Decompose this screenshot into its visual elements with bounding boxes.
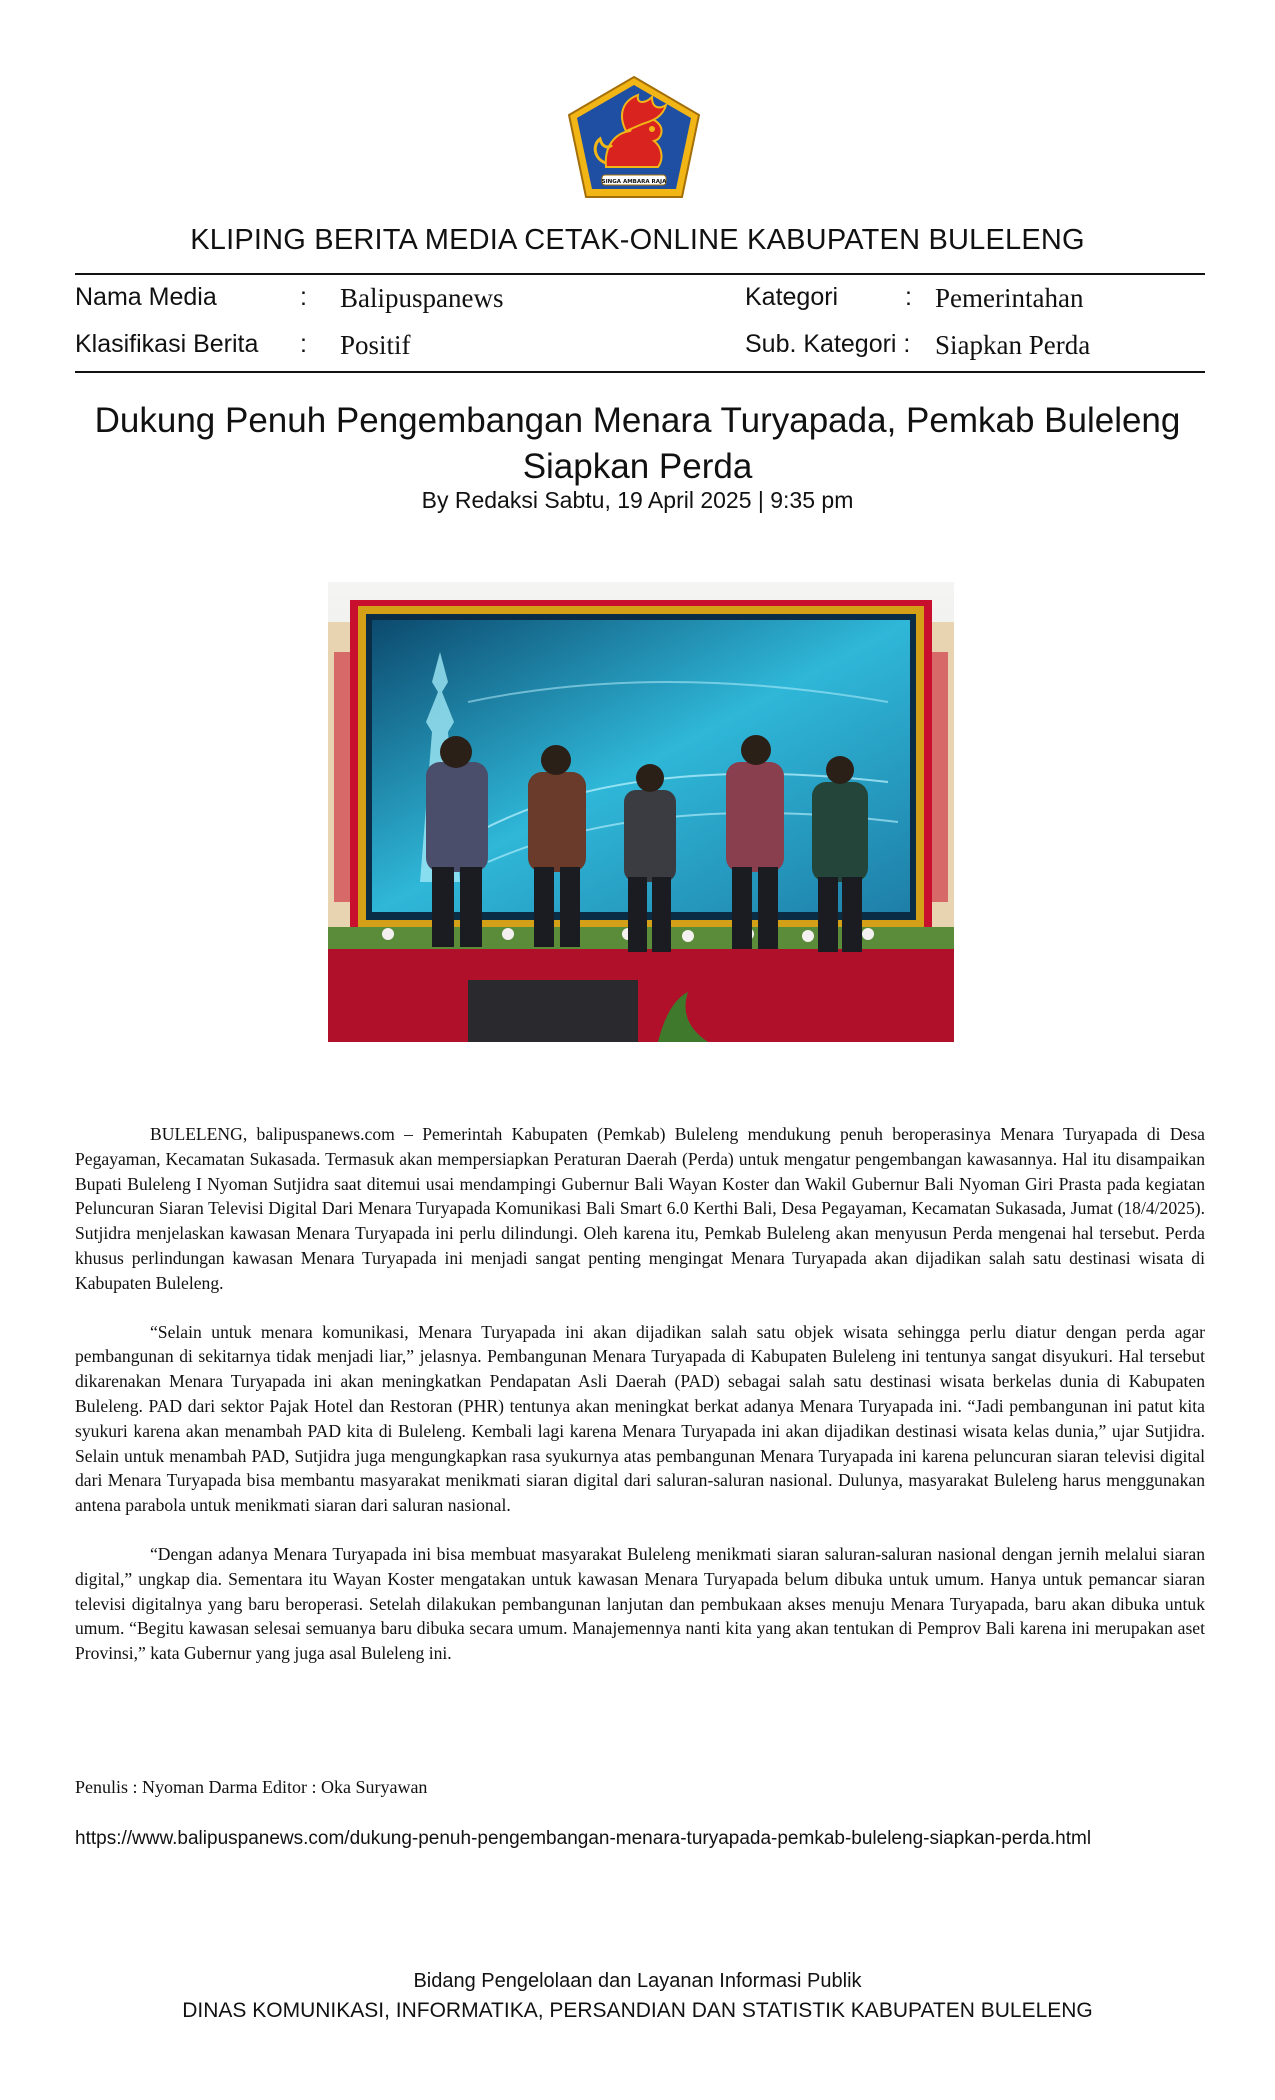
media-label: Nama Media [75, 283, 217, 311]
source-url[interactable]: https://www.balipuspanews.com/dukung-penuh-pengembangan-menara-turyapada-pemkab-buleleng-siapkan-perda.html [75, 1828, 1092, 1849]
kategori-label: Kategori [745, 283, 839, 311]
footer-department: Bidang Pengelolaan dan Layanan Informasi Publik [413, 1970, 862, 1992]
kategori-colon: : [905, 283, 912, 311]
logo-motto: SINGA AMBARA RAJA [601, 179, 667, 185]
kategori-value: Pemerintahan [935, 283, 1084, 313]
article-paragraph: “Dengan adanya Menara Turyapada ini bisa membuat masyarakat Buleleng menikmati siaran saluran-saluran nasional dengan jernih melalui siaran digital,” ungkap dia. Sementara itu Wayan Koster mengatakan untuk kawasan Menara Turyapada belum dibuka untuk umum. Hanya untuk pemancar siaran televisi digitalnya yang baru beroperasi. Setelah dilakukan pembangunan lanjutan dan pembukaan akses menuju Menara Turyapada, baru akan dibuka untuk umum. “Begitu kawasan selesai semuanya baru dibuka secara umum. Manajemennya nanti kita yang akan tentukan di Pemprov Bali karena ini merupakan aset Provinsi,” kata Gubernur yang juga asal Buleleng ini. [75, 1543, 1205, 1664]
media-value: Balipuspanews [340, 283, 504, 313]
klasifikasi-colon: : [300, 330, 307, 358]
buleleng-crest-logo [566, 75, 702, 201]
header-rule-top [75, 273, 1205, 275]
klasifikasi-value: Positif [340, 330, 411, 360]
article-body [75, 1122, 1205, 1690]
clipping-header-title: KLIPING BERITA MEDIA CETAK-ONLINE KABUPATEN BULELENG [190, 224, 1085, 256]
header-rule-bottom [75, 371, 1205, 373]
article-paragraph: “Selain untuk menara komunikasi, Menara Turyapada ini akan dijadikan salah satu objek wisata sehingga perlu diatur dengan perda agar pembangunan di sekitarnya tidak menjadi liar,” jelasnya. Pembangunan Menara Turyapada di Kabupaten Buleleng ini tentunya sangat disyukuri. Hal tersebut dikarenakan Menara Turyapada ini akan meningkatkan Pendapatan Asli Daerah (PAD) sebagai salah satu destinasi wisata berkelas dunia di Kabupaten Buleleng. PAD dari sektor Pajak Hotel dan Restoran (PHR) tentunya akan meningkat berkat adanya Menara Turyapada ini. “Jadi pembangunan ini patut kita syukuri karena akan menambah PAD kita di Buleleng. Kembali lagi karena Menara Turyapada ini akan dijadikan destinasi wisata kelas dunia,” ujar Sutjidra. Selain untuk menambah PAD, Sutjidra juga mengungkapkan rasa syukurnya atas pembangunan Menara Turyapada ini karena peluncuran siaran televisi digital dari Menara Turyapada bisa membantu masyarakat menikmati siaran digital dari saluran-saluran nasional. Dulunya, masyarakat Buleleng harus menggunakan antena parabola untuk menikmati siaran dari saluran nasional. [75, 1321, 1205, 1516]
writer-editor-credit: Penulis : Nyoman Darma Editor : Oka Suryawan [75, 1777, 428, 1797]
article-title: Dukung Penuh Pengembangan Menara Turyapada, Pemkab Buleleng Siapkan Perda [94, 401, 1181, 486]
media-colon: : [300, 283, 307, 311]
news-photo [328, 582, 954, 1042]
article-byline: By Redaksi Sabtu, 19 April 2025 | 9:35 pm [421, 487, 854, 513]
subkategori-value: Siapkan Perda [935, 330, 1091, 360]
klasifikasi-label: Klasifikasi Berita [75, 330, 259, 358]
subkategori-label: Sub. Kategori : [745, 330, 911, 358]
article-paragraph: BULELENG, balipuspanews.com – Pemerintah Kabupaten (Pemkab) Buleleng mendukung penuh beroperasinya Menara Turyapada di Desa Pegayaman, Kecamatan Sukasada. Termasuk akan mempersiapkan Peraturan Daerah (Perda) untuk mengatur pengembangan kawasannya. Hal itu disampaikan Bupati Buleleng I Nyoman Sutjidra saat ditemui usai mendampingi Gubernur Bali Wayan Koster dan Wakil Gubernur Bali Nyoman Giri Prasta pada kegiatan Peluncuran Siaran Televisi Digital Dari Menara Turyapada Komunikasi Bali Smart 6.0 Kerthi Bali, Desa Pegayaman, Kecamatan Sukasada, Jumat (18/4/2025). Sutjidra menjelaskan kawasan Menara Turyapada ini perlu dilindungi. Oleh karena itu, Pemkab Buleleng akan menyusun Perda mengenai hal tersebut. Perda khusus perlindungan kawasan Menara Turyapada ini menjadi sangat penting mengingat Menara Turyapada akan dijadikan salah satu destinasi wisata di Kabupaten Buleleng. [75, 1124, 1205, 1293]
footer-agency: DINAS KOMUNIKASI, INFORMATIKA, PERSANDIAN DAN STATISTIK KABUPATEN BULELENG [182, 1999, 1093, 2022]
